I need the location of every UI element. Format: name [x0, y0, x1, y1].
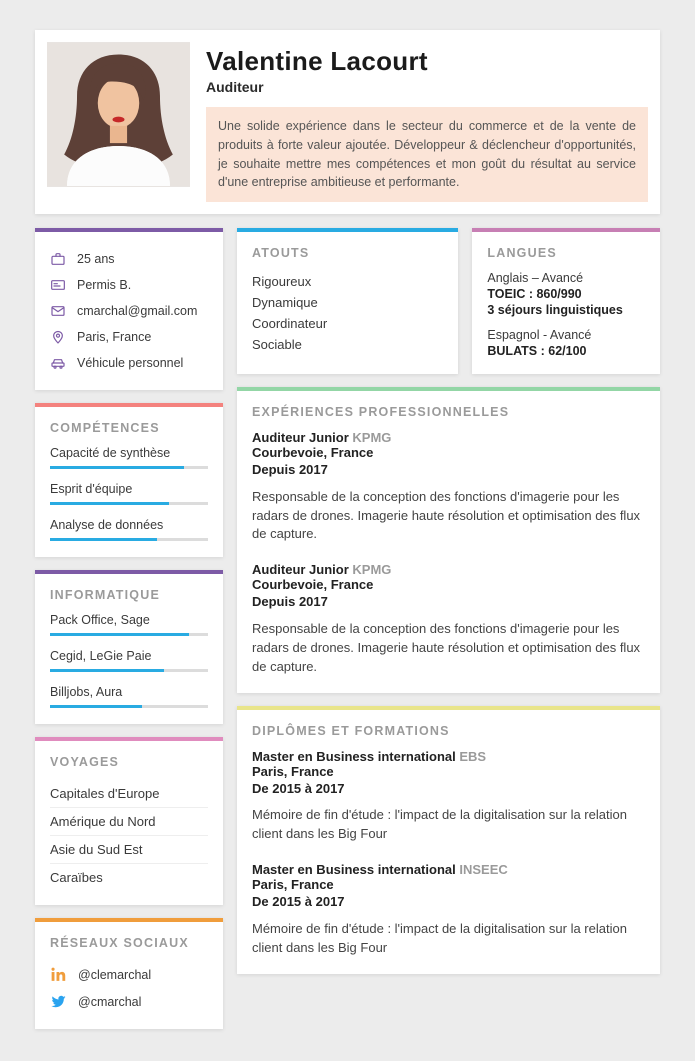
contact-label: Véhicule personnel: [77, 356, 184, 370]
experience-title: [252, 562, 645, 577]
diploma-description: Mémoire de fin d'étude : l'impact de la digitalisation sur la relation client dans les Big Four: [252, 920, 627, 955]
list-item: Rigoureux: [252, 274, 312, 289]
diploma-title: [252, 749, 645, 764]
diploma-degree: Master en Business international: [252, 862, 456, 878]
car-icon: [50, 355, 66, 371]
linkedin-icon: [50, 966, 67, 983]
informatique-card: [35, 570, 223, 724]
diploma-school: INSEEC: [459, 862, 508, 878]
experience-entry: [252, 562, 645, 676]
experience-location: Courbevoie, France: [252, 577, 374, 593]
contact-list: [50, 246, 208, 376]
main-columns: [35, 228, 660, 1029]
skill-bar: [50, 502, 208, 505]
list-item: Amérique du Nord: [50, 808, 208, 836]
experience-period: Depuis 2017: [252, 594, 328, 610]
experiences-card: [237, 387, 660, 693]
competences-card: [35, 403, 223, 557]
profile-summary: Une solide expérience dans le secteur du commerce et de la vente de produits à forte valeur ajoutée. Développeur & déclencheur d'opportunités, je souhaite mettre mes compétences et mon goût du résultat au service d'une entreprise ambitieuse et performante.: [206, 107, 648, 202]
diploma-period: De 2015 à 2017: [252, 780, 345, 796]
experience-company: KPMG: [352, 430, 392, 445]
diploma-location: Paris, France: [252, 877, 334, 893]
resume-page: [35, 30, 660, 1029]
atouts-card: [237, 228, 458, 374]
skill-label: Billjobs, Aura: [50, 685, 123, 699]
list-item: Caraïbes: [50, 870, 103, 885]
skill-label: Analyse de données: [50, 518, 164, 532]
contact-label: 25 ans: [77, 252, 115, 266]
voyages-card: [35, 737, 223, 905]
contact-label[interactable]: cmarchal@gmail.com: [77, 304, 198, 318]
atouts-heading: ATOUTS: [252, 246, 310, 260]
reseaux-heading: RÉSEAUX SOCIAUX: [50, 936, 189, 950]
location-pin-icon: [50, 329, 66, 345]
skill-bar: [50, 538, 208, 541]
envelope-icon: [50, 303, 66, 319]
diplomes-heading: DIPLÔMES ET FORMATIONS: [252, 723, 450, 738]
skill-bar: [50, 669, 208, 672]
contact-item-vehicle: [50, 350, 208, 376]
informatique-heading: INFORMATIQUE: [50, 588, 160, 602]
language-detail: TOEIC : 860/990: [487, 287, 582, 301]
skill-item: [50, 649, 208, 672]
contact-item-permit: [50, 272, 208, 298]
portrait-illustration: [47, 42, 190, 187]
social-handle[interactable]: @clemarchal: [78, 967, 152, 982]
voyages-heading: VOYAGES: [50, 755, 120, 769]
skill-item: [50, 613, 208, 636]
experience-title: [252, 430, 645, 445]
experience-period: Depuis 2017: [252, 461, 328, 477]
language-level: Espagnol - Avancé: [487, 328, 592, 342]
contact-item-age: [50, 246, 208, 272]
diploma-title: [252, 862, 645, 877]
right-column: [237, 228, 660, 974]
id-card-icon: [50, 277, 66, 293]
social-item-linkedin[interactable]: [50, 961, 208, 988]
experiences-heading: EXPÉRIENCES PROFESSIONNELLES: [252, 405, 510, 419]
diploma-degree: Master en Business international: [252, 748, 456, 764]
diploma-description: Mémoire de fin d'étude : l'impact de la digitalisation sur la relation client dans les Big Four: [252, 807, 627, 842]
experience-entry: [252, 430, 645, 544]
experience-company: KPMG: [352, 562, 392, 578]
contact-item-email[interactable]: [50, 298, 208, 324]
social-handle[interactable]: @cmarchal: [78, 994, 142, 1009]
skill-bar: [50, 633, 208, 636]
contact-label: Paris, France: [77, 330, 152, 344]
list-item: Coordinateur: [252, 316, 328, 331]
skill-item: [50, 518, 208, 541]
experience-description: Responsable de la conception des fonctions d'imagerie pour les radars de drones. Imagerie haute résolution et optimisation des flux de capture.: [252, 488, 641, 542]
profile-photo: [47, 42, 190, 187]
diploma-period: De 2015 à 2017: [252, 893, 345, 909]
contact-item-location: [50, 324, 208, 350]
diploma-location: Paris, France: [252, 763, 334, 779]
language-level: Anglais – Avancé: [487, 271, 584, 285]
atouts-list: [252, 271, 443, 355]
reseaux-card: [35, 918, 223, 1029]
language-detail: BULATS : 62/100: [487, 344, 587, 358]
experience-role: Auditeur Junior: [252, 430, 349, 445]
skill-label: Esprit d'équipe: [50, 482, 133, 496]
spacer: [487, 319, 645, 328]
left-column: [35, 228, 223, 1029]
candidate-name: Valentine Lacourt: [206, 46, 428, 76]
atouts-langues-row: [237, 228, 660, 374]
contact-label: Permis B.: [77, 278, 132, 292]
langues-card: [472, 228, 660, 374]
job-title: Auditeur: [206, 79, 264, 95]
list-item: Dynamique: [252, 295, 318, 310]
experience-role: Auditeur Junior: [252, 562, 349, 578]
skill-item: [50, 446, 208, 469]
list-item: Sociable: [252, 337, 302, 352]
langues-heading: LANGUES: [487, 246, 557, 260]
skill-item: [50, 482, 208, 505]
header-text: [206, 42, 648, 202]
diploma-entry: [252, 862, 645, 957]
competences-heading: COMPÉTENCES: [50, 421, 160, 435]
experience-location: Courbevoie, France: [252, 445, 374, 460]
header: [35, 30, 660, 214]
diploma-entry: [252, 749, 645, 844]
voyages-list: [50, 780, 208, 891]
list-item: Asie du Sud Est: [50, 836, 208, 864]
experience-description: Responsable de la conception des fonctions d'imagerie pour les radars de drones. Imagerie haute résolution et optimisation des flux de capture.: [252, 621, 641, 674]
skill-bar: [50, 705, 208, 708]
twitter-icon: [50, 993, 67, 1010]
diploma-school: EBS: [459, 748, 487, 764]
language-detail: 3 séjours linguistiques: [487, 303, 623, 317]
list-item: Capitales d'Europe: [50, 780, 208, 808]
briefcase-icon: [50, 251, 66, 267]
skill-label: Cegid, LeGie Paie: [50, 649, 152, 663]
skill-item: [50, 685, 208, 708]
diplomes-card: [237, 706, 660, 974]
skill-label: Pack Office, Sage: [50, 613, 150, 627]
skill-label: Capacité de synthèse: [50, 446, 171, 460]
skill-bar: [50, 466, 208, 469]
contact-card: [35, 228, 223, 390]
social-item-twitter[interactable]: [50, 988, 208, 1015]
